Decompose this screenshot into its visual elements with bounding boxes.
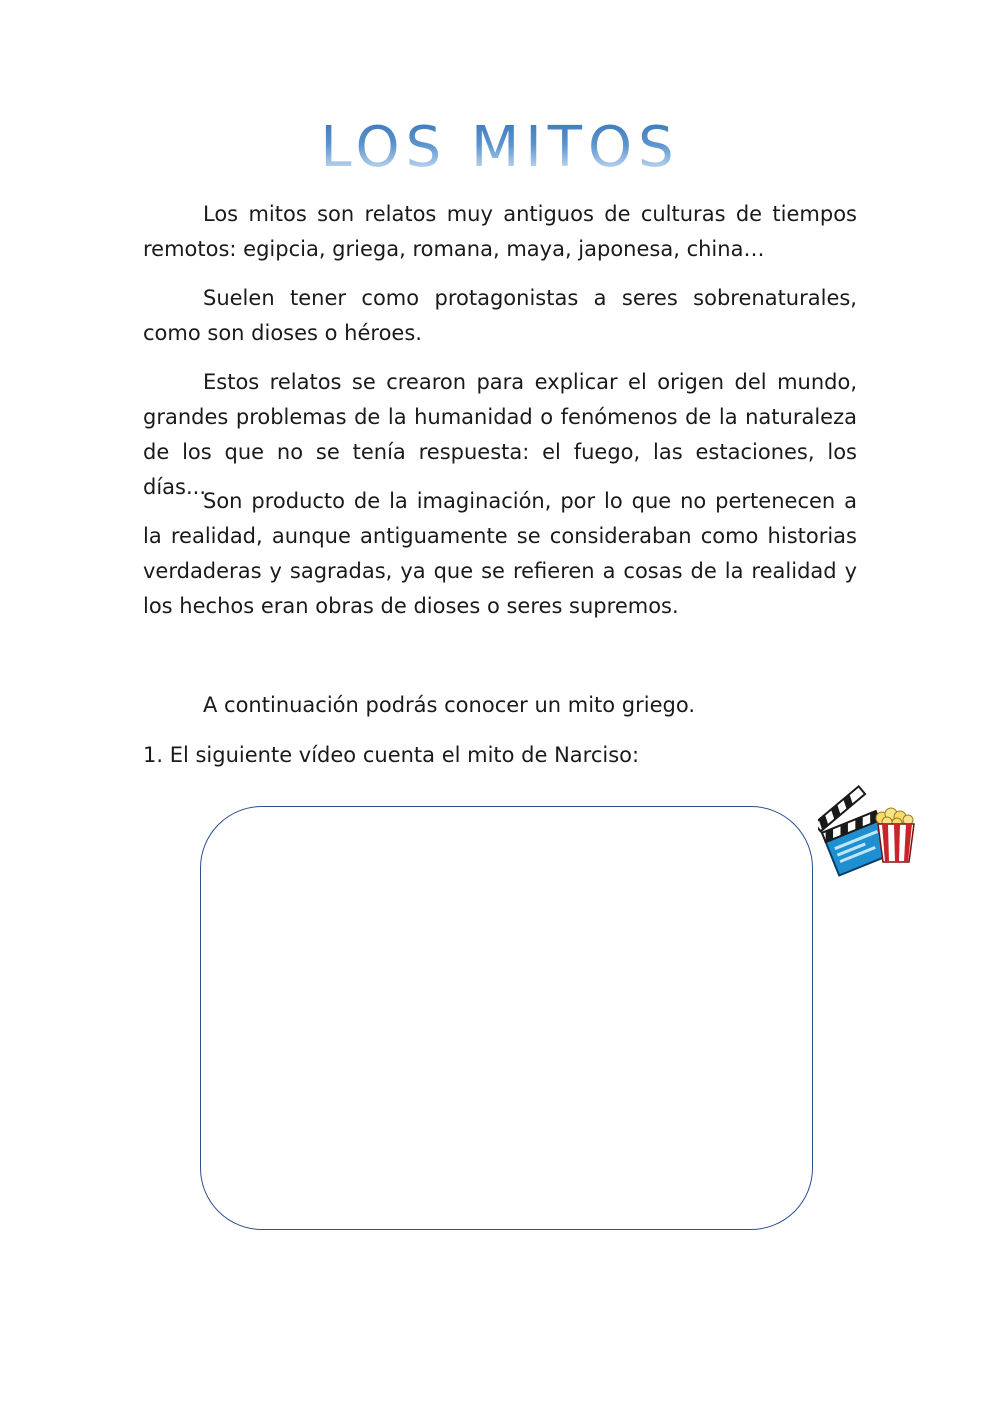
video-frame[interactable] bbox=[200, 806, 813, 1230]
paragraph-purpose: Estos relatos se crearon para explicar el origen del mundo, grandes problemas de la humanidad o fenómenos de la naturaleza de los que no se tenía respuesta: el fuego, las estaciones, los días... bbox=[143, 370, 857, 499]
paragraph-protagonists: Suelen tener como protagonistas a seres sobrenaturales, como son dioses o héroes. bbox=[143, 286, 857, 345]
clapperboard-popcorn-icon bbox=[818, 782, 918, 878]
page-title: LOS MITOS bbox=[0, 116, 1000, 180]
question-text: 1. El siguiente vídeo cuenta el mito de Narciso: bbox=[143, 743, 640, 767]
paragraph-definition: Los mitos son relatos muy antiguos de culturas de tiempos remotos: egipcia, griega, romana, maya, japonesa, china… bbox=[143, 202, 857, 261]
paragraph-imagination: Son producto de la imaginación, por lo que no pertenecen a la realidad, aunque antiguamente se consideraban como historias verdaderas y sagradas, ya que se refieren a cosas de la realidad y los hechos eran obras de dioses o seres supremos. bbox=[143, 489, 857, 618]
intro-text: A continuación podrás conocer un mito griego. bbox=[203, 693, 696, 717]
